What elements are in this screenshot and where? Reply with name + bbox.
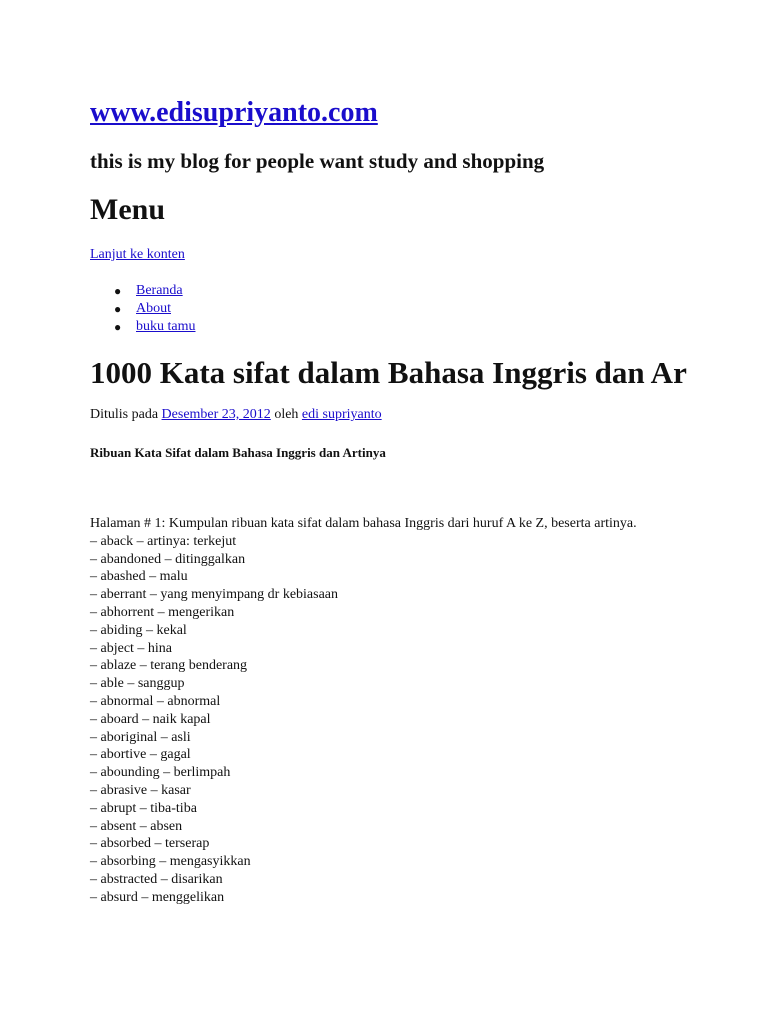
nav-item-about <box>90 300 196 318</box>
post-author-link[interactable]: edi supriyanto <box>301 407 382 422</box>
bullet-icon: ● <box>114 284 122 298</box>
word-list <box>90 533 650 907</box>
list-item: – abject – hina <box>90 640 173 656</box>
list-item: – aboard – naik kapal <box>90 711 211 727</box>
list-item: – aberrant – yang menyimpang dr kebiasaan <box>90 587 339 603</box>
post-date-link[interactable]: Desember 23, 2012 <box>161 407 271 422</box>
post-body <box>90 515 650 907</box>
nav-item-buku-tamu <box>90 318 196 336</box>
list-item: – aback – artinya: terkejut <box>90 533 237 549</box>
skip-to-content-link[interactable]: Lanjut ke konten <box>90 247 185 262</box>
post-intro: Halaman # 1: Kumpulan ribuan kata sifat dalam bahasa Inggris dari huruf A ke Z, beserta artinya. <box>90 516 637 531</box>
post-meta-prefix: Ditulis pada <box>90 407 159 422</box>
nav-item-beranda <box>90 282 196 300</box>
post-meta <box>90 406 382 424</box>
post-title: 1000 Kata sifat dalam Bahasa Inggris dan Ar <box>90 355 687 390</box>
site-title-link[interactable]: www.edisupriyanto.com <box>90 97 378 128</box>
list-item: – abortive – gagal <box>90 747 191 763</box>
list-item: – absorbing – mengasyikkan <box>90 854 251 870</box>
site-tagline: this is my blog for people want study and shopping <box>90 149 545 173</box>
nav-link-beranda[interactable]: Beranda <box>136 283 183 298</box>
list-item: – abstracted – disarikan <box>90 871 223 887</box>
nav-link-buku-tamu[interactable]: buku tamu <box>136 319 196 334</box>
list-item: – abandoned – ditinggalkan <box>90 551 246 567</box>
list-item: – absurd – menggelikan <box>90 889 225 905</box>
list-item: – abrasive – kasar <box>90 782 191 798</box>
bullet-icon: ● <box>114 320 122 334</box>
list-item: – abashed – malu <box>90 569 188 585</box>
list-item: – abrupt – tiba-tiba <box>90 800 197 816</box>
post-subtitle: Ribuan Kata Sifat dalam Bahasa Inggris dan Artinya <box>90 445 386 460</box>
list-item: – ablaze – terang benderang <box>90 658 248 674</box>
site-title <box>90 96 378 130</box>
list-item: – absorbed – terserap <box>90 836 210 852</box>
list-item: – abounding – berlimpah <box>90 765 231 781</box>
post-meta-by: oleh <box>274 407 299 422</box>
nav-menu <box>90 282 196 336</box>
bullet-icon: ● <box>114 302 122 316</box>
list-item: – abhorrent – mengerikan <box>90 604 235 620</box>
nav-link-about[interactable]: About <box>136 301 171 316</box>
menu-heading: Menu <box>90 193 165 226</box>
list-item: – aboriginal – asli <box>90 729 191 745</box>
list-item: – abiding – kekal <box>90 622 187 638</box>
list-item: – able – sanggup <box>90 676 185 692</box>
list-item: – absent – absen <box>90 818 183 834</box>
list-item: – abnormal – abnormal <box>90 693 221 709</box>
